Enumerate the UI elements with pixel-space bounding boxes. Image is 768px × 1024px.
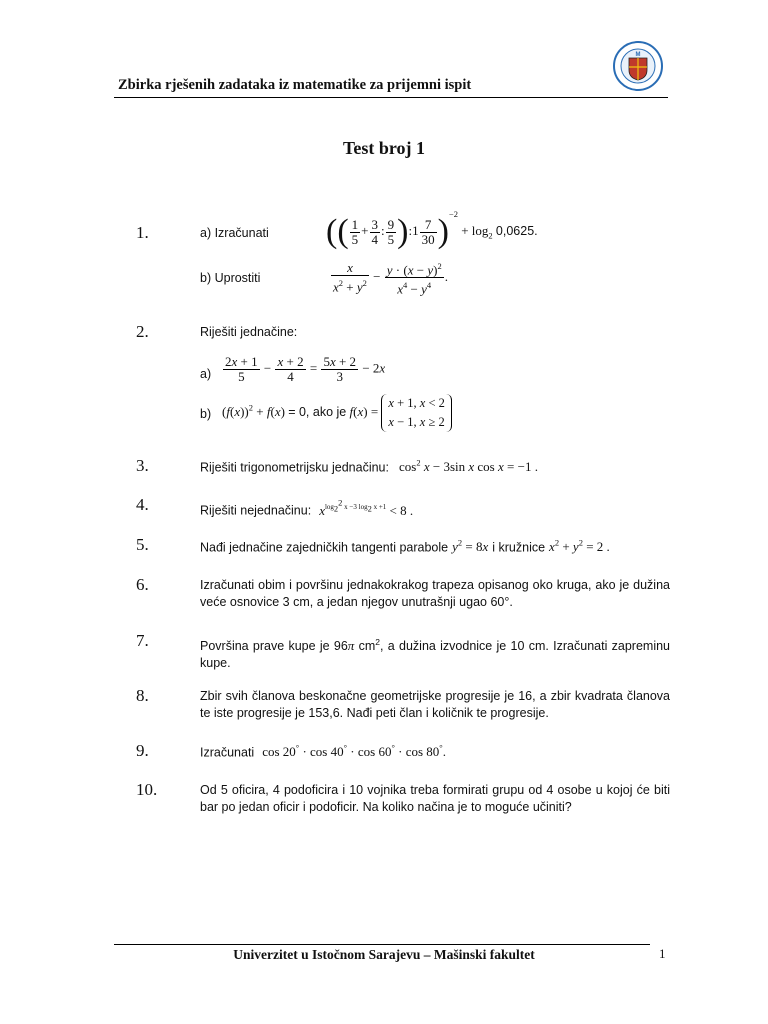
problem-1a-label: a) Izračunati [200,226,269,240]
problem-1b-label: b) Uprostiti [200,271,261,285]
running-footer: Univerzitet u Istočnom Sarajevu – Mašinski fakultet [233,947,535,962]
problem-number: 1. [136,223,149,242]
problem-2b-label: b) [200,407,212,421]
problem-2b-expression: $(f(x))^2 + f(x) = 0$, ako je f(x) = x + 1, x < 2 x − 1, x ≥ 2 [222,394,452,432]
problem-number: 8. [136,686,149,705]
problem-2-text: Riješiti jednačine: [200,325,298,339]
problem-5-statement: Nađi jednačine zajedničkih tangenti parabole $y^2 = 8x$ i kružnice $x^2 + y^2 = 2$ . [200,538,610,555]
problem-10-text: Od 5 oficira, 4 podoficira i 10 vojnika treba formirati grupu od 4 osobe u kojoj će biti bar po jedan oficir i podoficir. Na koliko načina je to moguće učiniti? [200,783,670,814]
problem-1a-expression: (( $\frac{1}{5}$ + $\frac{3}{4}$ : $\frac{9}{5}$ ):1 $\frac{7}{30}$ )$^{-2} + \log_2 0,0625$. [326,209,538,251]
problem-number: 2. [136,322,149,341]
problem-number: 6. [136,575,149,594]
page-number: 1 [659,946,666,961]
problem-9-statement: Izračunati cos 20° · cos 40° · cos 60° · cos 80°. [200,743,446,760]
problem-number: 7. [136,631,149,650]
problem-number: 9. [136,741,149,760]
svg-text:M: M [635,52,641,58]
problem-1b-expression: $\frac{x}{x^2 + y^2}$ − $\frac{y \cdot (x - y)^2}{x^4 - y^4}$ . [333,260,448,297]
problem-number: 5. [136,535,149,554]
university-seal-icon [612,40,664,92]
footer-divider [114,944,650,945]
problem-6-text: Izračunati obim i površinu jednakokrakog trapeza opisanog oko kruga, ako je dužina veće osnovice 3 cm, a jedan njegov unutrašnji ugao 60°. [200,578,670,609]
running-header: Zbirka rješenih zadataka iz matematike za prijemni ispit [118,77,472,93]
header-divider [114,97,668,98]
problem-number: 4. [136,495,149,514]
problem-3-statement: Riješiti trigonometrijsku jednačinu: $\cos^2 x - 3\sin$ x cos x = −1 . [200,458,538,475]
problem-number: 10. [136,780,158,799]
page-title: Test broj 1 [342,138,425,158]
problem-8-text: Zbir svih članova beskonačne geometrijske progresije je 16, a zbir kvadrata članova te iste progresije je 153,6. Nađi peti član i količnik te progresije. [200,689,670,720]
problem-number: 3. [136,456,149,475]
problem-4-statement: Riješiti nejednačinu: $x^{log_2^2 x -3 log_2 x +1} < 8$ . [200,498,414,518]
problem-2a-expression: $\frac{2x + 1}{5}$ − $\frac{x + 2}{4}$ = $\frac{5x + 2}{3}$ − 2x [225,354,386,384]
problem-7-statement: Površina prave kupe je 96π $cm^2$, a dužina izvodnice je 10 cm. Izračunati zapreminu kupe. [200,637,671,671]
problem-2a-label: a) [200,367,212,381]
